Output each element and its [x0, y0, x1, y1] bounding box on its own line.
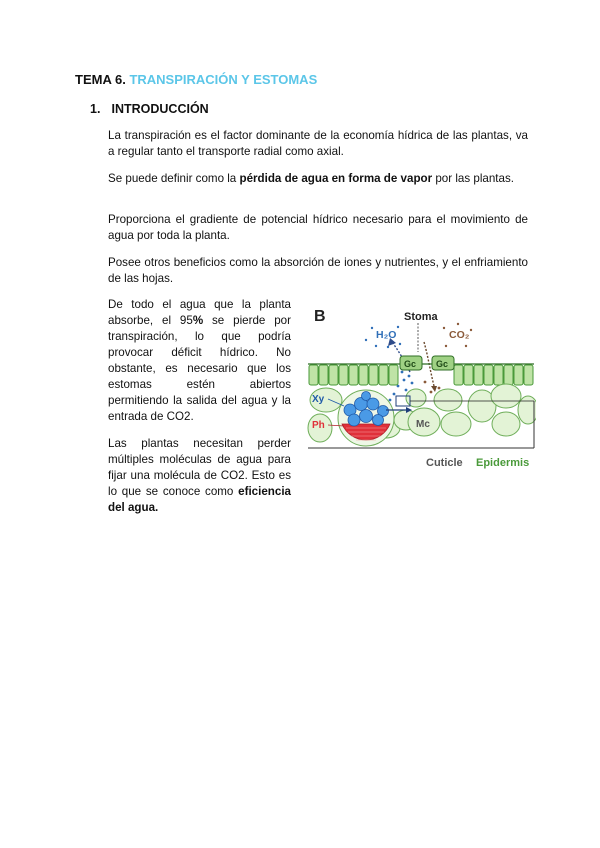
guard-cell-left-label: Gc	[404, 359, 417, 369]
page-title	[75, 72, 317, 87]
paragraph-1: La transpiración es el factor dominante de la economía hídrica de las plantas, va a regular tanto el transporte radial como axial.	[108, 129, 528, 158]
title-prefix: TEMA 6.	[75, 72, 126, 87]
panel-letter: B	[314, 308, 326, 325]
phloem-label: Ph	[312, 420, 325, 431]
paragraph-2-text-a: Se puede definir como la	[108, 172, 240, 185]
paragraph-2-bold: pérdida de agua en forma de vapor	[239, 172, 433, 185]
epidermis-label: Epidermis	[476, 457, 530, 469]
paragraph-2	[108, 171, 528, 187]
stoma-label: Stoma	[404, 311, 438, 323]
cuticle-label: Cuticle	[426, 457, 463, 469]
title-text: TRANSPIRACIÓN Y ESTOMAS	[129, 72, 318, 87]
leaf-cross-section-figure	[306, 300, 536, 472]
section-number: 1.	[90, 102, 101, 116]
guard-cell-right-label: Gc	[436, 359, 449, 369]
paragraph-6-text-a: Las plantas necesitan perder múltiples moléculas de agua para fijar una molécula de CO2. Esto es lo que se conoce como	[108, 437, 291, 498]
paragraph-5-text-b: se pierde por transpiración, lo que podría provocar déficit hídrico. No obstante, es necesario que los estomas estén abiertos permitiendo la salida del agua y la entrada de CO2.	[108, 314, 291, 423]
paragraph-4: Posee otros beneficios como la absorción de iones y nutrientes, y el enfriamiento de las hojas.	[108, 256, 528, 285]
section-title: INTRODUCCIÓN	[111, 102, 209, 116]
paragraph-5-bold: %	[192, 314, 204, 327]
h2o-label: H₂O	[376, 329, 397, 341]
paragraph-6-bold: eficiencia del agua.	[108, 485, 291, 514]
epidermis-cells-right	[454, 365, 533, 385]
mesophyll-label: Mc	[416, 419, 430, 430]
leaf-diagram	[306, 300, 536, 472]
paragraph-5	[108, 297, 291, 425]
paragraph-2-text-b: por las plantas.	[432, 172, 514, 185]
co2-label: CO₂	[449, 329, 470, 341]
epidermis-cells-left	[309, 365, 398, 385]
paragraph-6	[108, 436, 291, 516]
paragraph-3: Proporciona el gradiente de potencial hídrico necesario para el movimiento de agua por toda la planta.	[108, 213, 528, 242]
xylem-label: Xy	[312, 394, 325, 405]
paragraph-5-text-a: De todo el agua que la planta absorbe, el 95	[108, 298, 291, 327]
section-heading	[90, 102, 209, 116]
